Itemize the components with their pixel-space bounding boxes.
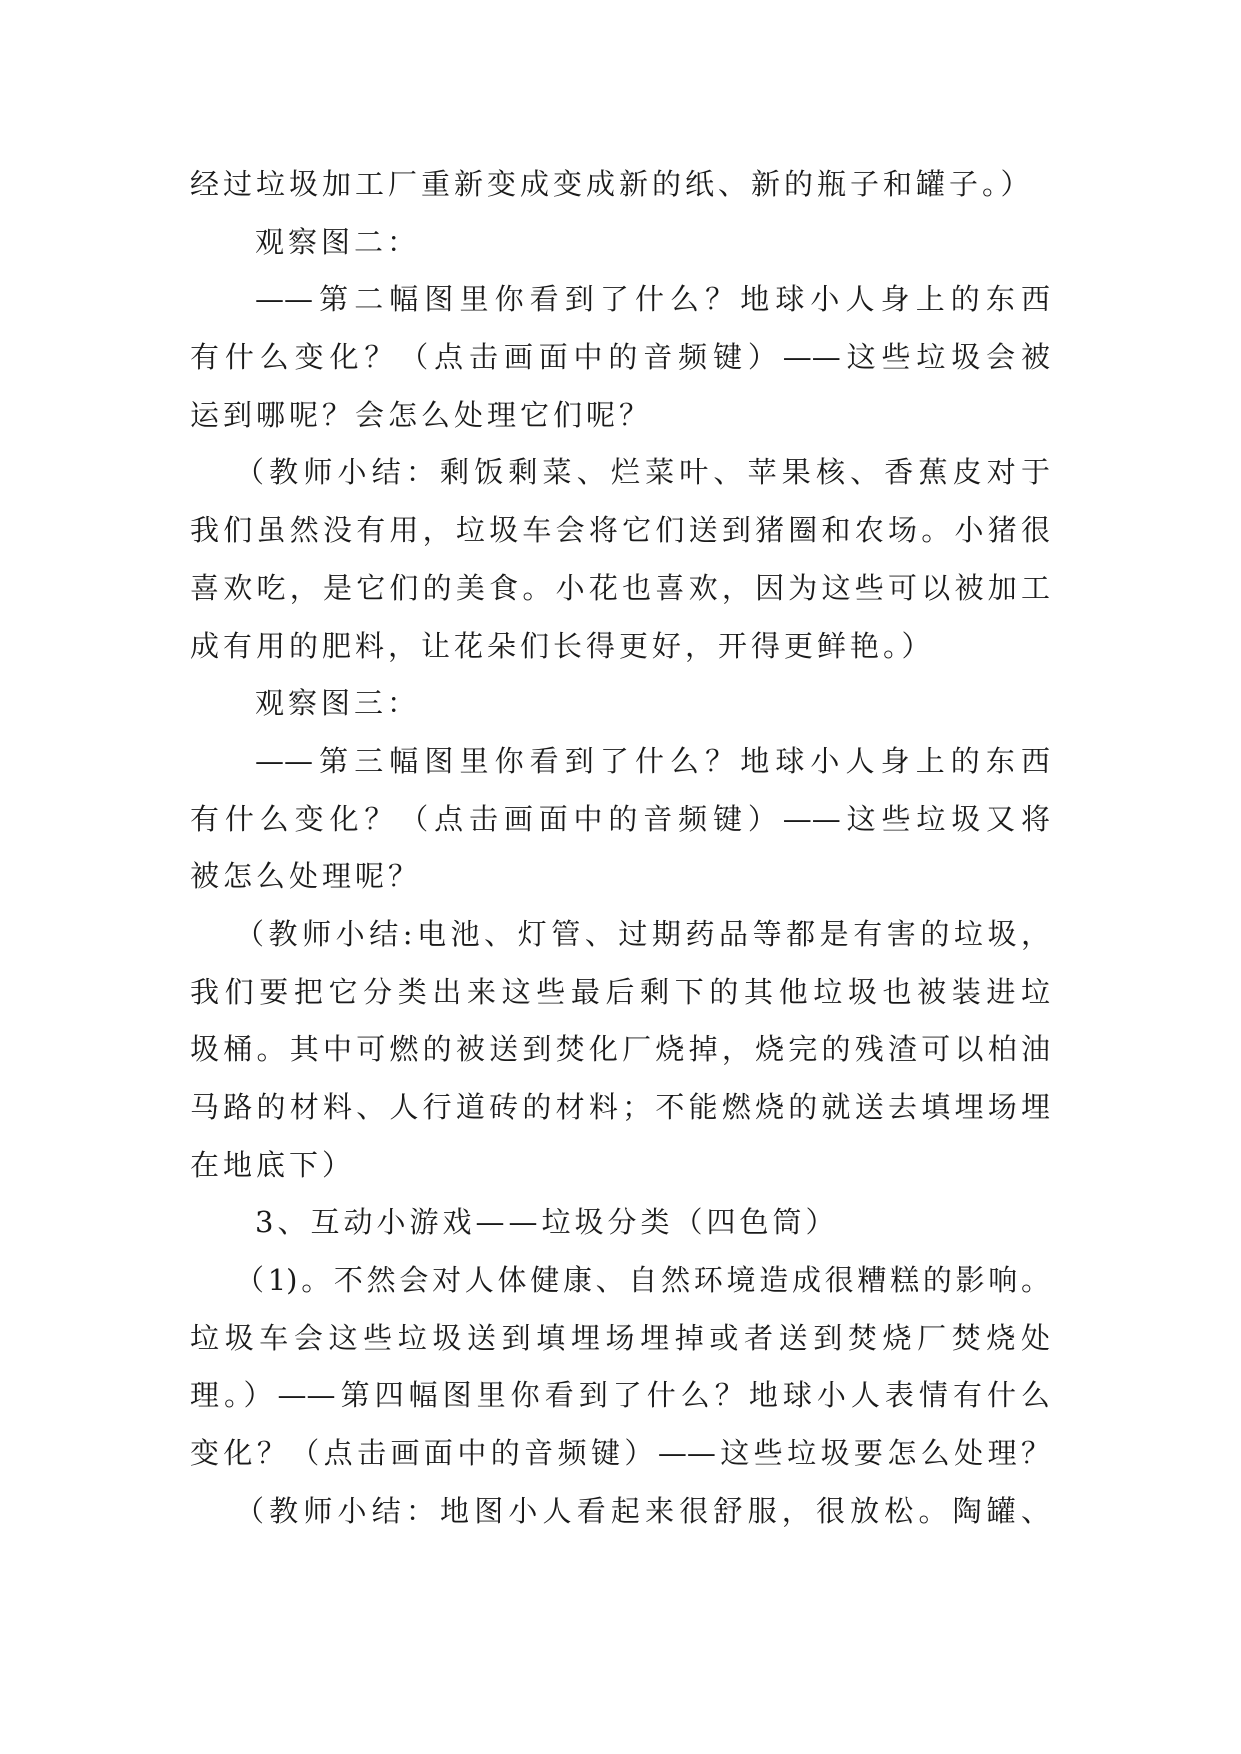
text-line: ——第二幅图里你看到了什么？地球小人身上的东西 <box>255 282 1050 317</box>
text-line: 垃圾车会这些垃圾送到填埋场埋掉或者送到焚烧厂焚烧处 <box>190 1320 1050 1355</box>
text-line: （教师小结:电池、灯管、过期药品等都是有害的垃圾， <box>235 916 1050 951</box>
text-line: 我们要把它分类出来这些最后剩下的其他垃圾也被装进垃 <box>190 974 1050 1009</box>
text-line: （1)。不然会对人体健康、自然环境造成很糟糕的影响。 <box>235 1263 1050 1298</box>
text-line: （教师小结：地图小人看起来很舒服，很放松。陶罐、 <box>235 1493 1050 1528</box>
text-line: 喜欢吃，是它们的美食。小花也喜欢，因为这些可以被加工 <box>190 570 1050 605</box>
text-line: 成有用的肥料，让花朵们长得更好，开得更鲜艳。） <box>190 628 935 663</box>
section-heading: 观察图三： <box>255 686 421 721</box>
body-text <box>190 156 1050 1541</box>
text-line: 圾桶。其中可燃的被送到焚化厂烧掉，烧完的残渣可以柏油 <box>190 1032 1050 1067</box>
section-heading: 3、互动小游戏——垃圾分类（四色筒） <box>255 1205 839 1240</box>
text-line: 运到哪呢？会怎么处理它们呢？ <box>190 397 653 432</box>
text-line: （教师小结：剩饭剩菜、烂菜叶、苹果核、香蕉皮对于 <box>235 455 1050 490</box>
text-line: 有什么变化？（点击画面中的音频键）——这些垃圾又将 <box>190 801 1050 836</box>
text-line: 我们虽然没有用，垃圾车会将它们送到猪圈和农场。小猪很 <box>190 513 1050 548</box>
text-line: 经过垃圾加工厂重新变成变成新的纸、新的瓶子和罐子。） <box>190 167 1034 201</box>
section-heading: 观察图二： <box>255 224 421 259</box>
text-line: 马路的材料、人行道砖的材料；不能燃烧的就送去填埋场埋 <box>190 1090 1050 1124</box>
text-line: 理。）——第四幅图里你看到了什么？地球小人表情有什么 <box>190 1378 1050 1413</box>
text-line: 有什么变化？（点击画面中的音频键）——这些垃圾会被 <box>190 340 1050 375</box>
text-line: 被怎么处理呢？ <box>190 859 422 894</box>
text-line: ——第三幅图里你看到了什么？地球小人身上的东西 <box>255 743 1050 778</box>
text-line: 变化？（点击画面中的音频键）——这些垃圾要怎么处理？ <box>190 1436 1050 1471</box>
text-line: 在地底下） <box>190 1147 356 1182</box>
